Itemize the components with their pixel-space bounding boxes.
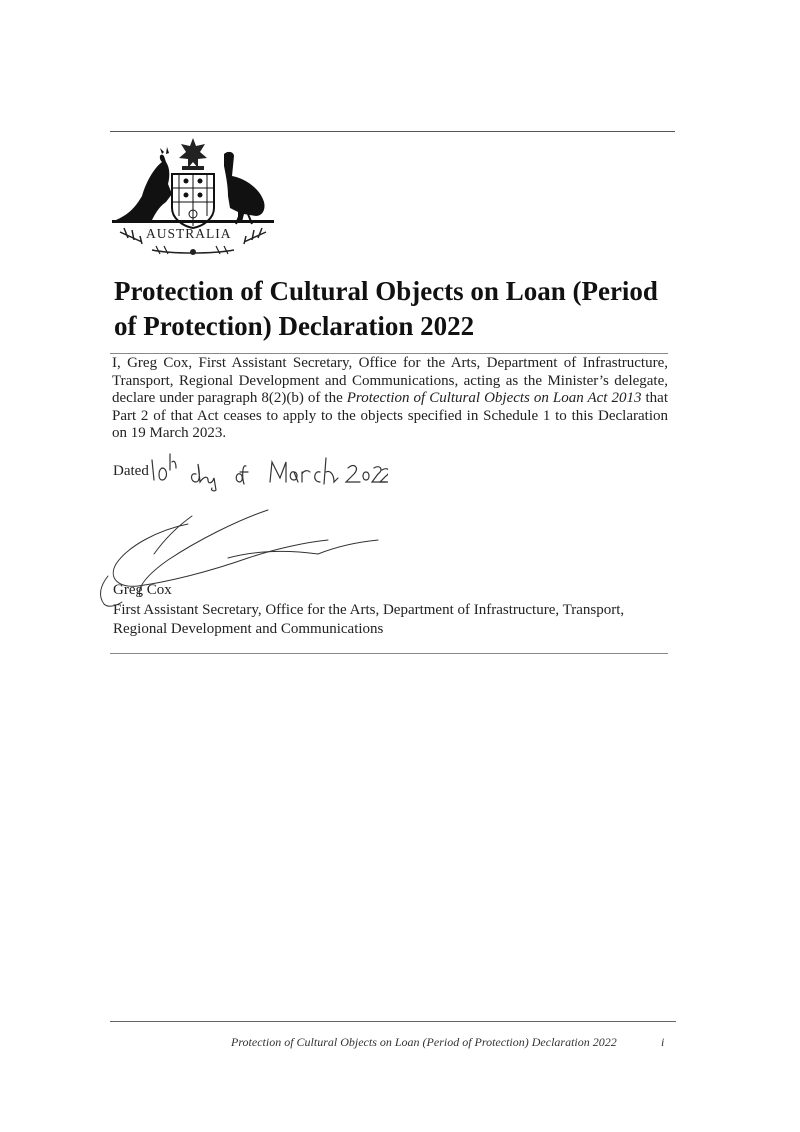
handwritten-date [148,448,388,493]
declaration-text-part1: I, Greg Cox, First Assistant Secretary, Office for the Arts, Department of Infrastructure, Transport, Regional Development and Communications, acting as the Minister’s delegate, declare under paragraph 8(2)(b) of the [112,355,668,407]
act-name: Protection of Cultural Objects on Loan Act 2013 [346,390,642,407]
footer-running-title: Protection of Cultural Objects on Loan (Period of Protection) Declaration 2022 [231,1035,617,1049]
declaration-paragraph [112,355,668,443]
title-rule [110,353,668,354]
signatory-title: First Assistant Secretary, Office for the Arts, Department of Infrastructure, Transport, Regional Development and Communications [113,602,625,637]
signatory-name: Greg Cox [113,582,172,598]
declaration-text-part2: that Part 2 of that Act ceases to apply to the objects specified in Schedule 1 to this Declaration on 19 March 2023. [112,390,668,442]
crest-label: AUSTRALIA [146,226,232,241]
dated-label: Dated [113,463,149,479]
footer-rule [110,1021,676,1022]
signature-rule [110,653,668,654]
document-title: Protection of Cultural Objects on Loan (Period of Protection) Declaration 2022 [114,276,658,341]
page-number: i [661,1035,665,1049]
top-rule [110,131,675,132]
